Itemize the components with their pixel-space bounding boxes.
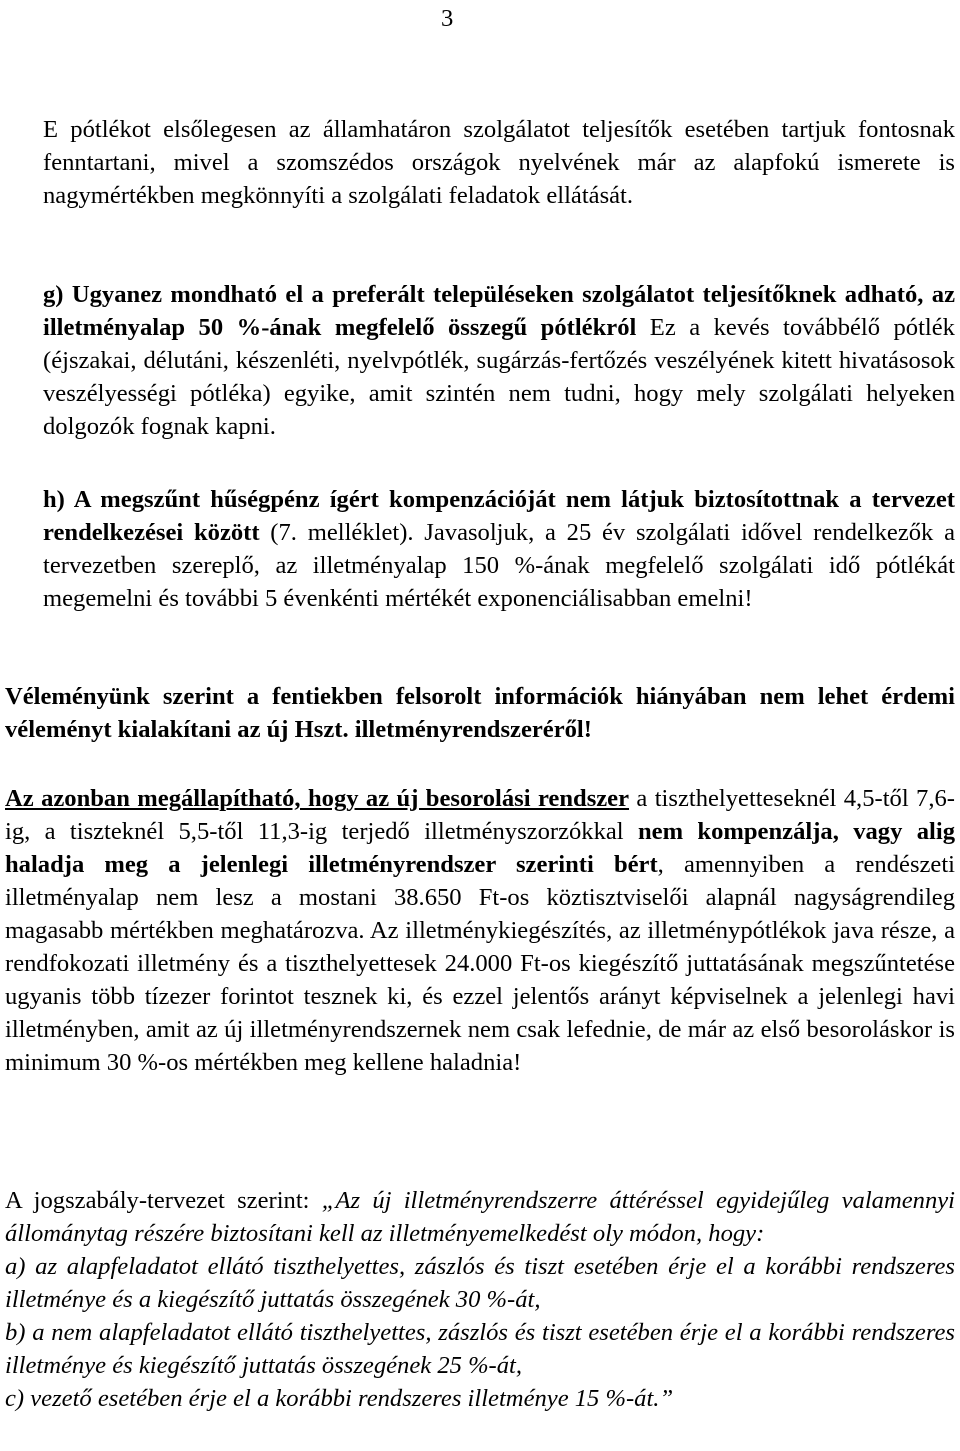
assessment-text-2: , amennyiben a rendészeti illetményalap nem lesz a mostani 38.650 Ft-os köztisztviselői alapnál nagyságrendileg magasabb mértékben meghatározva. Az illetménykiegészítés, az illetménypótlékok java része, a rendfokozati illetmény és a tiszthelyettesek 24.000 Ft-os kiegészítő juttatásának megszűntetése ugyanis több tízezer forintot tesznek ki, és ezzel jelentős arányt képviselnek a jelenlegi havi illetményben, amit az új illetményrendszernek nem csak lefednie, de már az első besoroláskor is minimum 30 %-os mértékben meg kellene haladnia! bbox=[5, 851, 956, 1076]
paragraph-h bbox=[43, 483, 955, 615]
paragraph-g-bold: g) Ugyanez mondható el a preferált településeken szolgálatot teljesítőknek adható, az illetményalap 50 %-ának megfelelő összegű pótlékról bbox=[43, 281, 955, 341]
quotation-item-c: c) vezető esetében érje el a korábbi rendszeres illetménye 15 %-át.” bbox=[5, 1385, 674, 1412]
paragraph-g-text: Ez a kevés továbbélő pótlék (éjszakai, délutáni, készenléti, nyelvpótlék, sugárzás-fertőzés veszélyének kitett hivatásosok veszélyességi pótléka) egyike, amit szintén nem tudni, hogy mely szolgálati helyeken dolgozók fognak kapni. bbox=[43, 314, 955, 440]
opinion-paragraph: Véleményünk szerint a fentiekben felsorolt információk hiányában nem lehet érdemi véleményt kialakítani az új Hszt. illetményrendszeréről! bbox=[5, 683, 955, 743]
paragraph-g bbox=[43, 278, 955, 443]
paragraph-intro: E pótlékot elsőlegesen az államhatáron szolgálatot teljesítők esetében tartjuk fontosnak fenntartani, mivel a szomszédos országok nyelvének már az alapfokú ismerete is nagymértékben megkönnyíti a szolgálati feladatok ellátását. bbox=[43, 116, 955, 209]
paragraph-h-text: (7. melléklet). Javasoljuk, a 25 év szolgálati idővel rendelkezők a tervezetben szereplő, az illetményalap 150 %-ának megfelelő szolgálati idő pótlékát megemelni és további 5 évenkénti mértékét exponenciálisabban emelni! bbox=[43, 519, 956, 612]
assessment-lead: Az azonban megállapítható, hogy az új besorolási rendszer bbox=[5, 785, 630, 812]
quotation-lead: A jogszabály-tervezet szerint: bbox=[5, 1187, 310, 1214]
page-number: 3 bbox=[441, 5, 454, 32]
assessment-bold: nem kompenzálja, vagy alig haladja meg a jelenlegi illetményrendszer szerinti bért bbox=[5, 818, 955, 878]
assessment-text-1: a tiszthelyetteseknél 4,5-től 7,6-ig, a tiszteknél 5,5-től 11,3-ig terjedő illetményszorzókkal bbox=[5, 785, 955, 845]
assessment-paragraph bbox=[5, 782, 955, 1079]
paragraph-h-bold: h) A megszűnt hűségpénz ígért kompenzációját nem látjuk biztosítottnak a tervezet rendelkezései között bbox=[43, 486, 955, 546]
quotation-item-b: b) a nem alapfeladatot ellátó tiszthelyettes, zászlós és tiszt esetében érje el a korábbi rendszeres illetménye és kiegészítő juttatás összegének 25 %-át, bbox=[5, 1319, 955, 1379]
quotation-intro: „Az új illetményrendszerre áttéréssel egyidejűleg valamennyi állománytag részére biztosítani kell az illetményemelkedést oly módon, hogy: bbox=[5, 1187, 955, 1247]
quotation-item-a: a) az alapfeladatot ellátó tiszthelyettes, zászlós és tiszt esetében érje el a korábbi rendszeres illetménye és a kiegészítő juttatás összegének 30 %-át, bbox=[5, 1253, 955, 1313]
quotation-block bbox=[5, 1184, 955, 1415]
